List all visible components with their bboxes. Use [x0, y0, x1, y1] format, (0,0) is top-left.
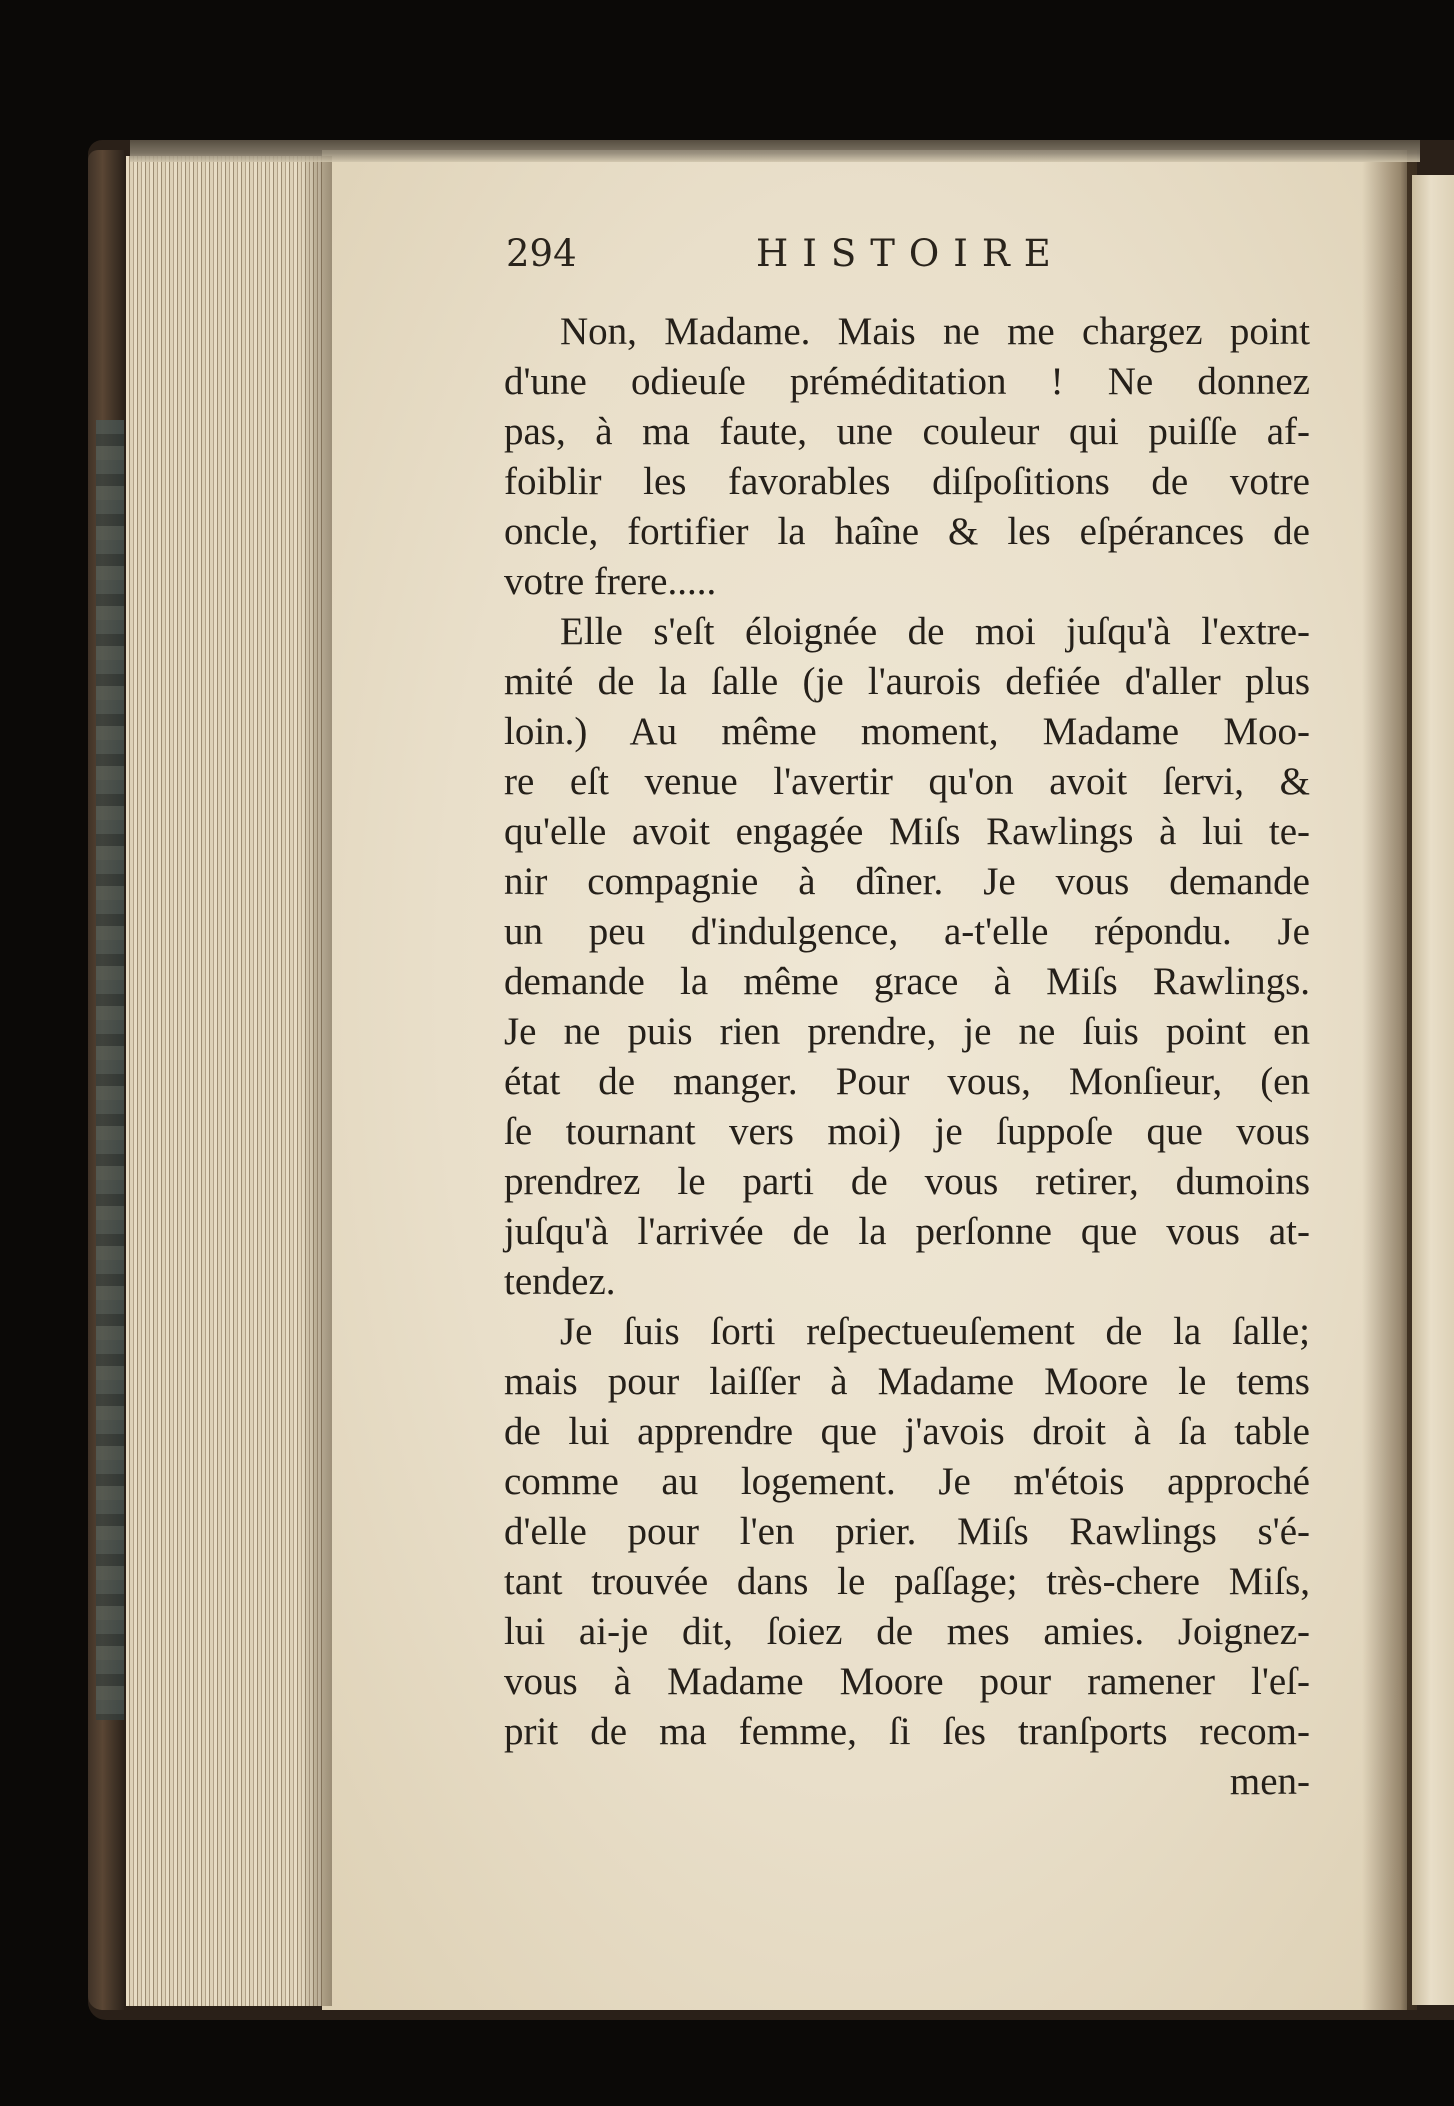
- facing-page-edge: [1412, 175, 1454, 2005]
- text-line: tendez.: [504, 1260, 616, 1303]
- marbled-board: [96, 420, 124, 1720]
- text-line: prit de ma femme, ſi ſes tranſports recom-: [504, 1710, 1310, 1753]
- text-line: juſqu'à l'arrivée de la perſonne que vous at-: [504, 1210, 1310, 1253]
- text-line: demande la même grace à Miſs Rawlings.: [504, 960, 1310, 1003]
- text-line: ſe tournant vers moi) je ſuppoſe que vous: [504, 1110, 1310, 1153]
- text-line: prendrez le parti de vous retirer, dumoins: [504, 1160, 1310, 1203]
- text-line: Je ſuis ſorti reſpectueuſement de la ſalle;: [560, 1310, 1310, 1353]
- text-line: d'elle pour l'en prier. Miſs Rawlings s'é-: [504, 1510, 1310, 1553]
- text-line: mais pour laiſſer à Madame Moore le tems: [504, 1360, 1310, 1403]
- page-number: 294: [506, 232, 577, 275]
- page-edge-shadow: [300, 156, 332, 2006]
- text-line: de lui apprendre que j'avois droit à ſa table: [504, 1410, 1310, 1453]
- text-line: mité de la ſalle (je l'aurois defiée d'aller plus: [504, 660, 1310, 703]
- text-line: d'une odieuſe préméditation ! Ne donnez: [504, 360, 1310, 403]
- text-line: oncle, fortifier la haîne & les eſpérances de: [504, 510, 1310, 553]
- text-line: lui ai-je dit, ſoiez de mes amies. Joignez-: [504, 1610, 1310, 1653]
- catchword: men-: [1229, 1760, 1310, 1803]
- text-line: re eſt venue l'avertir qu'on avoit ſervi, &: [504, 760, 1310, 803]
- text-line: Je ne puis rien prendre, je ne ſuis point en: [504, 1010, 1310, 1053]
- text-line: comme au logement. Je m'étois approché: [504, 1460, 1310, 1503]
- text-line: un peu d'indulgence, a-t'elle répondu. Je: [504, 910, 1310, 953]
- text-line: Elle s'eſt éloignée de moi juſqu'à l'extre-: [560, 610, 1310, 653]
- gutter-shadow: [1362, 150, 1417, 2010]
- text-line: foiblir les favorables diſpoſitions de votre: [504, 460, 1310, 503]
- running-head: [506, 232, 1086, 292]
- text-line: vous à Madame Moore pour ramener l'eſ-: [504, 1660, 1310, 1703]
- text-line: Non, Madame. Mais ne me chargez point: [560, 310, 1310, 353]
- text-line: loin.) Au même moment, Madame Moo-: [504, 710, 1310, 753]
- top-page-edge: [130, 140, 1420, 162]
- text-line: qu'elle avoit engagée Miſs Rawlings à lui te-: [504, 810, 1310, 853]
- text-line: pas, à ma faute, une couleur qui puiſſe af-: [504, 410, 1310, 453]
- text-line: nir compagnie à dîner. Je vous demande: [504, 860, 1310, 903]
- text-line: votre frere.....: [504, 560, 717, 603]
- text-line: tant trouvée dans le paſſage; très-chere Miſs,: [504, 1560, 1310, 1603]
- text-line: état de manger. Pour vous, Monſieur, (en: [504, 1060, 1310, 1103]
- running-title: HISTOIRE: [756, 232, 1065, 275]
